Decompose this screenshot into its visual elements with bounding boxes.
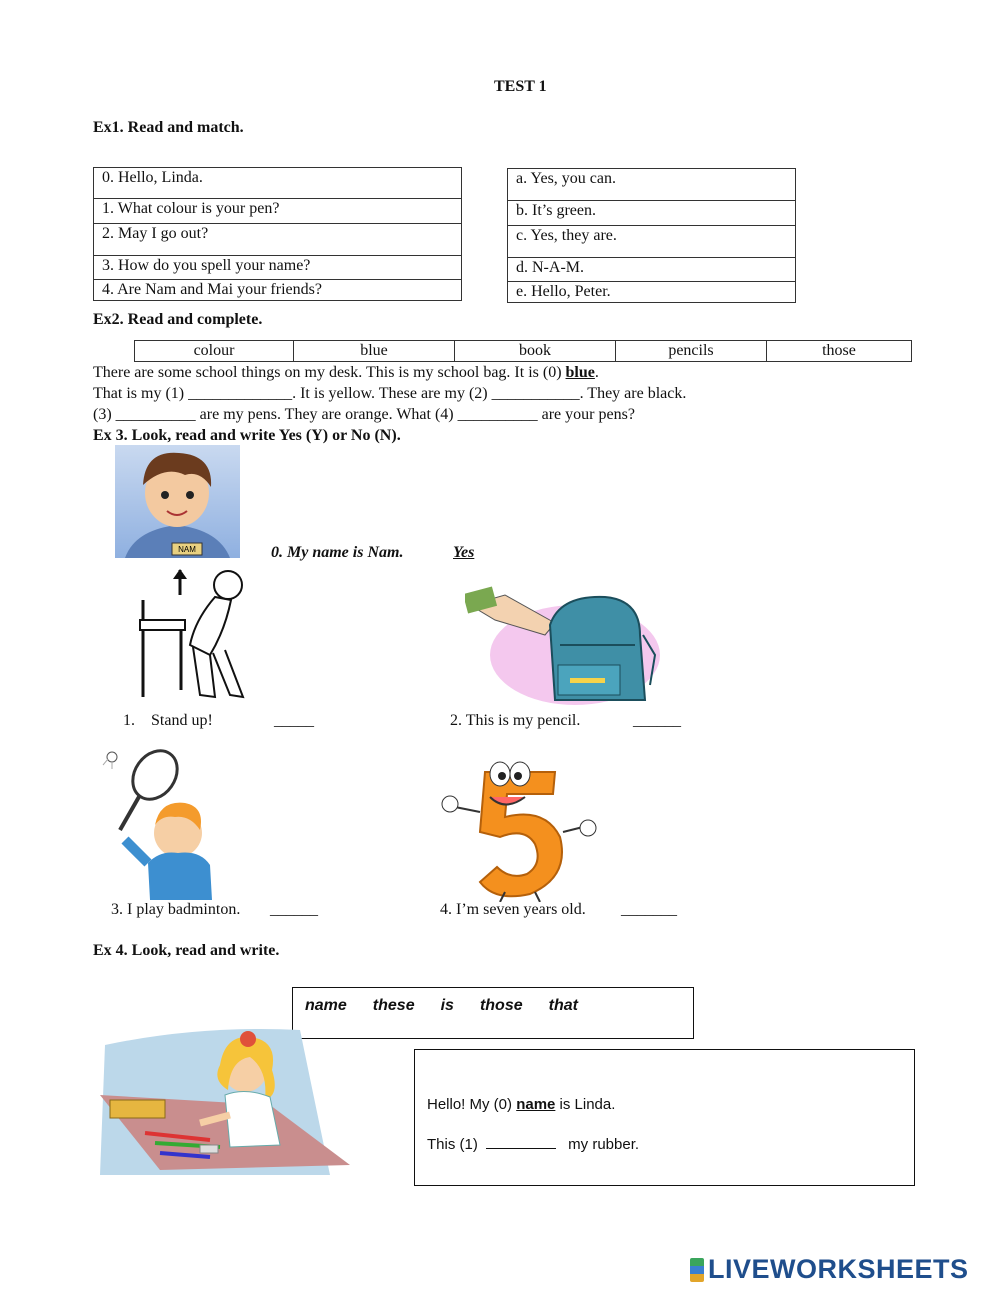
ex4-text: This (1) bbox=[427, 1136, 483, 1153]
stand-up-illustration bbox=[135, 565, 250, 705]
ex4-word-box bbox=[292, 987, 694, 1039]
ex3-blank-1[interactable]: _____ bbox=[274, 712, 314, 729]
ex2-line-3[interactable]: (3) __________ are my pens. They are orange. What (4) __________ are your pens? bbox=[93, 406, 635, 423]
ex3-blank-2[interactable]: ______ bbox=[633, 712, 681, 729]
ex4-text: my rubber. bbox=[564, 1136, 640, 1153]
ex1-answer: e. Hello, Peter. bbox=[508, 282, 796, 303]
ex1-answer: a. Yes, you can. bbox=[508, 169, 796, 201]
ex3-blank-3[interactable]: ______ bbox=[270, 901, 318, 918]
ex2-word-bank bbox=[134, 340, 912, 362]
number-five-picture bbox=[435, 752, 605, 902]
ex1-question: 2. May I go out? bbox=[94, 224, 462, 256]
ex1-answer: d. N-A-M. bbox=[508, 258, 796, 282]
ex1-answer: c. Yes, they are. bbox=[508, 226, 796, 258]
ex3-item-4: 4. I’m seven years old. bbox=[440, 901, 586, 918]
ex1-heading: Ex1. Read and match. bbox=[93, 119, 244, 136]
school-bag-picture bbox=[465, 585, 665, 710]
word-bank-item: book bbox=[455, 341, 616, 362]
ex4-word: those bbox=[479, 997, 523, 1014]
girl-at-desk-illustration bbox=[100, 1025, 350, 1175]
ex1-answer: b. It’s green. bbox=[508, 201, 796, 226]
ex2-heading: Ex2. Read and complete. bbox=[93, 311, 263, 328]
word-bank-item: pencils bbox=[616, 341, 767, 362]
ex4-text-box bbox=[414, 1049, 915, 1186]
ex2-line-2[interactable]: That is my (1) _____________. It is yellow. These are my (2) ___________. They are black. bbox=[93, 385, 687, 402]
word-bank-item: blue bbox=[294, 341, 455, 362]
ex3-blank-4[interactable]: _______ bbox=[621, 901, 677, 918]
ex3-item-1: 1. Stand up! bbox=[123, 712, 213, 729]
school-bag-illustration bbox=[465, 585, 665, 710]
ex1-question: 0. Hello, Linda. bbox=[94, 168, 462, 199]
liveworksheets-logo bbox=[690, 1254, 969, 1284]
girl-desk-picture bbox=[100, 1025, 350, 1175]
number-five-illustration bbox=[435, 752, 605, 902]
ex4-heading: Ex 4. Look, read and write. bbox=[93, 942, 280, 959]
ex4-word: that bbox=[548, 997, 578, 1014]
ex4-text: Hello! My (0) bbox=[427, 1096, 517, 1113]
ex1-question: 1. What colour is your pen? bbox=[94, 199, 462, 224]
ex4-line-1 bbox=[427, 1096, 615, 1113]
stand-up-picture bbox=[135, 565, 250, 705]
ex1-questions-table bbox=[93, 167, 462, 301]
boy-nam-illustration bbox=[115, 445, 240, 558]
nam-picture bbox=[115, 445, 240, 558]
ex4-blank-1[interactable] bbox=[486, 1136, 556, 1149]
ex1-question: 4. Are Nam and Mai your friends? bbox=[94, 280, 462, 301]
ex4-example-answer: name bbox=[516, 1096, 556, 1113]
ex3-example: 0. My name is Nam. bbox=[271, 544, 404, 561]
ex1-question: 3. How do you spell your name? bbox=[94, 256, 462, 280]
ex2-example-answer: blue bbox=[565, 364, 595, 381]
ex3-heading: Ex 3. Look, read and write Yes (Y) or No (N). bbox=[93, 427, 401, 444]
ex3-example-answer: Yes bbox=[453, 544, 475, 561]
brand-name: LIVEWORKSHEETS bbox=[708, 1254, 969, 1284]
name-badge: NAM bbox=[178, 545, 196, 554]
ex3-item-2: 2. This is my pencil. bbox=[450, 712, 581, 729]
word-bank-item: colour bbox=[135, 341, 294, 362]
ex2-text: . bbox=[594, 364, 599, 381]
ex3-item-3: 3. I play badminton. bbox=[111, 901, 241, 918]
ex4-word: these bbox=[372, 997, 415, 1014]
ex1-answers-table bbox=[507, 168, 796, 303]
badminton-boy-illustration bbox=[100, 745, 230, 900]
ex4-line-2 bbox=[427, 1136, 639, 1153]
ex4-word: name bbox=[305, 997, 347, 1014]
logo-icon bbox=[690, 1258, 704, 1282]
page-title: TEST 1 bbox=[494, 78, 547, 95]
word-bank-item: those bbox=[767, 341, 912, 362]
ex4-word: is bbox=[440, 997, 454, 1014]
ex2-text: There are some school things on my desk. This is my school bag. It is (0) bbox=[93, 364, 566, 381]
ex4-text: is Linda. bbox=[555, 1096, 616, 1113]
badminton-picture bbox=[100, 745, 230, 900]
ex2-line-1 bbox=[93, 364, 599, 382]
